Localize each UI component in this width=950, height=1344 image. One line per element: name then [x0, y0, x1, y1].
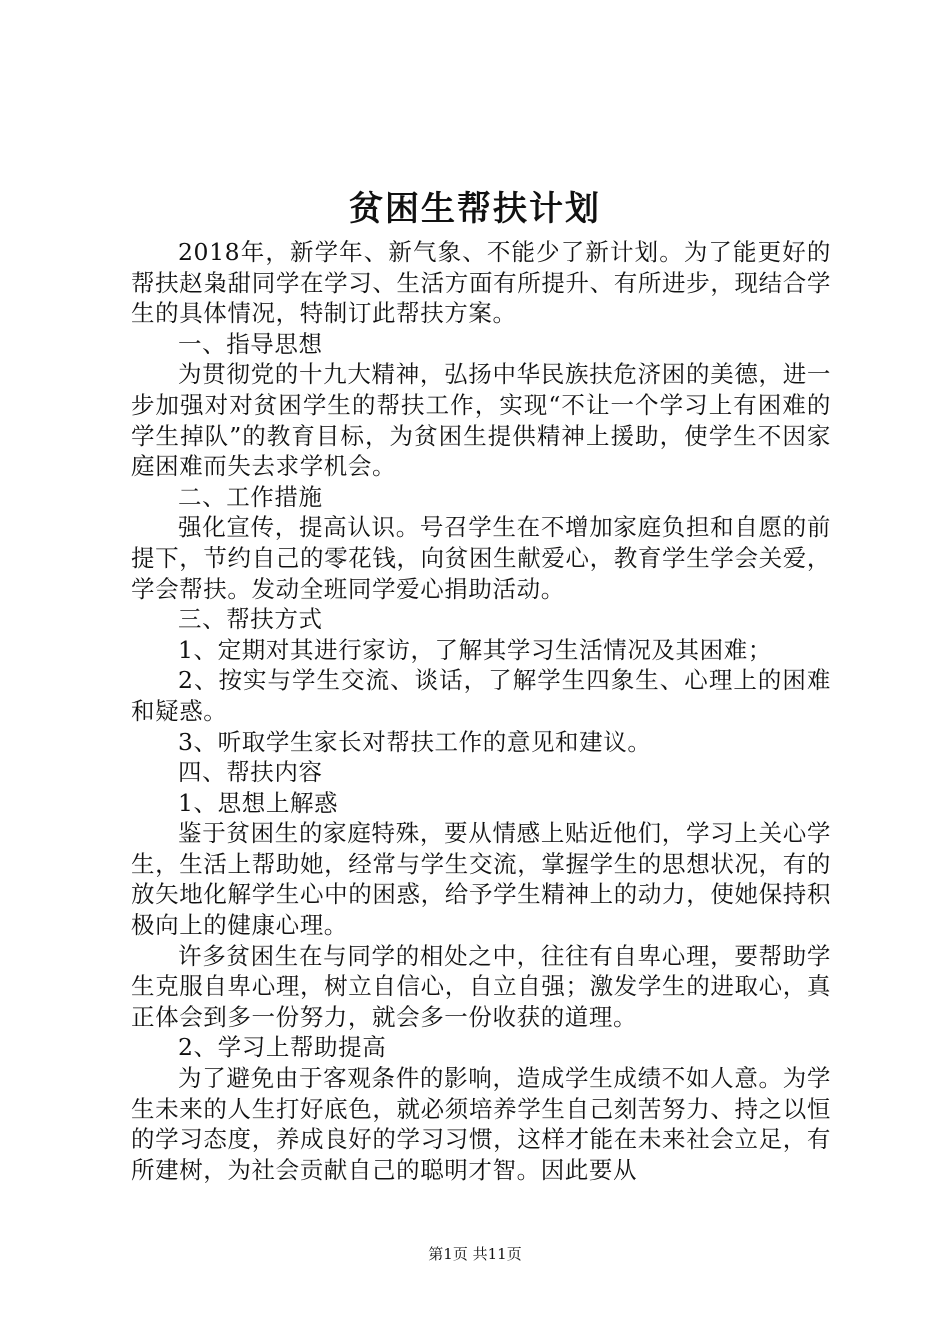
document-body [131, 237, 831, 1185]
document-title: 贫困生帮扶计划 [349, 189, 601, 229]
section-heading-guiding-thought: 一、指导思想 [178, 329, 323, 358]
paragraph-work-measures: 强化宣传，提高认识。号召学生在不增加家庭负担和自愿的前提下，节约自己的零花钱，向贫困生献爱心，教育学生学会关爱，学会帮扶。发动全班同学爱心捐助活动。 [131, 513, 831, 603]
paragraph-study-help: 为了避免由于客观条件的影响，造成学生成绩不如人意。为学生未来的人生打好底色，就必须培养学生自己刻苦努力、持之以恒的学习态度，养成良好的学习习惯，这样才能在未来社会立足，有所建树，为社会贡献自己的聪明才智。因此要从 [131, 1064, 831, 1184]
paragraph-intro: 2018年，新学年、新气象、不能少了新计划。为了能更好的帮扶赵枭甜同学在学习、生活方面有所提升、有所进步，现结合学生的具体情况，特制订此帮扶方案。 [131, 238, 831, 328]
subheading-ideological-help: 1、思想上解惑 [178, 788, 339, 817]
page-total: 共11页 [472, 1245, 522, 1263]
list-item-method-1: 1、定期对其进行家访，了解其学习生活情况及其困难； [178, 635, 772, 664]
paragraph-guiding-thought: 为贯彻党的十九大精神，弘扬中华民族扶危济困的美德，进一步加强对对贫困学生的帮扶工作，实现“不让一个学习上有困难的学生掉队”的教育目标，为贫困生提供精神上援助，使学生不因家庭困难而失去求学机会。 [131, 360, 831, 481]
section-heading-assistance-content: 四、帮扶内容 [178, 758, 323, 787]
list-item-method-3: 3、听取学生家长对帮扶工作的意见和建议。 [178, 727, 652, 756]
list-item-method-2: 2、按实与学生交流、谈话，了解学生四象生、心理上的困难和疑惑。 [131, 666, 831, 725]
page-number: 第1页 [428, 1245, 468, 1263]
section-heading-work-measures: 二、工作措施 [178, 482, 323, 511]
page-footer [0, 1244, 950, 1264]
paragraph-ideological-1: 鉴于贫困生的家庭特殊，要从情感上贴近他们，学习上关心学生，生活上帮助她，经常与学生交流，掌握学生的思想状况，有的放矢地化解学生心中的困惑，给予学生精神上的动力，使她保持积极向上的健康心理。 [131, 819, 831, 940]
paragraph-ideological-2: 许多贫困生在与同学的相处之中，往往有自卑心理，要帮助学生克服自卑心理，树立自信心，自立自强；激发学生的进取心，真正体会到多一份努力，就会多一份收获的道理。 [131, 941, 831, 1031]
subheading-study-help: 2、学习上帮助提高 [178, 1033, 387, 1062]
section-heading-assistance-methods: 三、帮扶方式 [178, 605, 323, 634]
